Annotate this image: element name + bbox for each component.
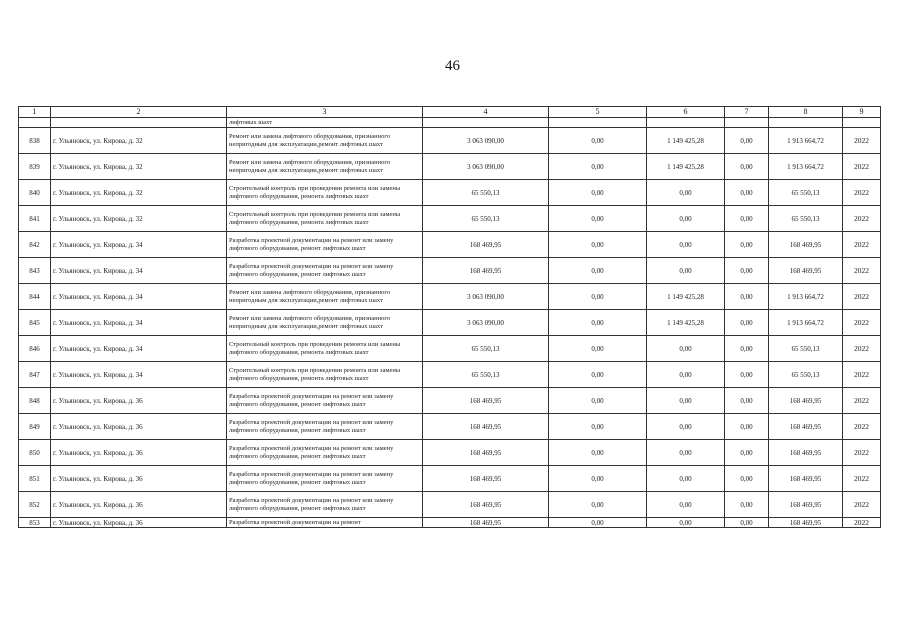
work-type-cell: Ремонт или замена лифтового оборудования, признанного непригодным для эксплуатации,ремонт лифтовых шахт bbox=[227, 128, 423, 154]
total-cost-cell: 65 550,13 bbox=[423, 180, 549, 206]
address-cell: г. Ульяновск, ул. Кирова, д. 36 bbox=[51, 388, 227, 414]
address-cell: г. Ульяновск, ул. Кирова, д. 34 bbox=[51, 362, 227, 388]
work-type-cell: Разработка проектной документации на ремонт bbox=[227, 518, 423, 528]
cost-col8-cell: 168 469,95 bbox=[769, 440, 843, 466]
cost-col6-cell: 0,00 bbox=[647, 518, 725, 528]
cost-col6-cell: 0,00 bbox=[647, 180, 725, 206]
row-number: 839 bbox=[19, 154, 51, 180]
total-cost-cell: 3 063 090,00 bbox=[423, 154, 549, 180]
cost-col6-cell: 0,00 bbox=[647, 336, 725, 362]
cost-col8-cell: 1 913 664,72 bbox=[769, 154, 843, 180]
column-header: 4 bbox=[423, 107, 549, 118]
header-row bbox=[19, 107, 881, 118]
cost-col7-cell: 0,00 bbox=[725, 440, 769, 466]
column-header: 6 bbox=[647, 107, 725, 118]
cost-col6-cell: 0,00 bbox=[647, 414, 725, 440]
table-row bbox=[19, 336, 881, 362]
year-cell: 2022 bbox=[843, 206, 881, 232]
work-type-cell: Строительный контроль при проведении ремонта или замены лифтового оборудования, ремонта лифтовых шахт bbox=[227, 206, 423, 232]
row-number: 853 bbox=[19, 518, 51, 528]
total-cost-cell: 168 469,95 bbox=[423, 258, 549, 284]
address-cell: г. Ульяновск, ул. Кирова, д. 36 bbox=[51, 492, 227, 518]
cost-col8-cell: 1 913 664,72 bbox=[769, 128, 843, 154]
year-cell: 2022 bbox=[843, 388, 881, 414]
year-cell: 2022 bbox=[843, 128, 881, 154]
cost-col5-cell: 0,00 bbox=[549, 362, 647, 388]
year-cell: 2022 bbox=[843, 518, 881, 528]
cost-col5-cell: 0,00 bbox=[549, 180, 647, 206]
cost-col6-cell: 0,00 bbox=[647, 492, 725, 518]
total-cost-cell: 168 469,95 bbox=[423, 518, 549, 528]
address-cell: г. Ульяновск, ул. Кирова, д. 36 bbox=[51, 518, 227, 528]
row-number: 838 bbox=[19, 128, 51, 154]
column-header: 9 bbox=[843, 107, 881, 118]
address-cell: г. Ульяновск, ул. Кирова, д. 36 bbox=[51, 414, 227, 440]
cost-col5-cell: 0,00 bbox=[549, 388, 647, 414]
row-number: 847 bbox=[19, 362, 51, 388]
cost-col8-cell: 168 469,95 bbox=[769, 492, 843, 518]
year-cell: 2022 bbox=[843, 258, 881, 284]
cost-col8-cell: 1 913 664,72 bbox=[769, 310, 843, 336]
table-row bbox=[19, 232, 881, 258]
table-row bbox=[19, 258, 881, 284]
total-cost-cell: 168 469,95 bbox=[423, 388, 549, 414]
cost-col7-cell: 0,00 bbox=[725, 492, 769, 518]
row-number: 852 bbox=[19, 492, 51, 518]
total-cost-cell: 3 063 090,00 bbox=[423, 310, 549, 336]
cost-col5-cell: 0,00 bbox=[549, 310, 647, 336]
year-cell: 2022 bbox=[843, 440, 881, 466]
total-cost-cell: 168 469,95 bbox=[423, 466, 549, 492]
cost-col5-cell: 0,00 bbox=[549, 414, 647, 440]
row-number: 841 bbox=[19, 206, 51, 232]
cost-col6-cell: 0,00 bbox=[647, 258, 725, 284]
cost-col6-cell: 0,00 bbox=[647, 466, 725, 492]
column-header: 2 bbox=[51, 107, 227, 118]
cost-col7-cell: 0,00 bbox=[725, 258, 769, 284]
row-number: 848 bbox=[19, 388, 51, 414]
address-cell: г. Ульяновск, ул. Кирова, д. 34 bbox=[51, 284, 227, 310]
year-cell: 2022 bbox=[843, 336, 881, 362]
cost-col5-cell: 0,00 bbox=[549, 336, 647, 362]
total-cost-cell: 65 550,13 bbox=[423, 362, 549, 388]
work-type-cell: Ремонт или замена лифтового оборудования, признанного непригодным для эксплуатации,ремонт лифтовых шахт bbox=[227, 310, 423, 336]
year-cell: 2022 bbox=[843, 284, 881, 310]
year-cell: 2022 bbox=[843, 154, 881, 180]
work-type-cell: Ремонт или замена лифтового оборудования, признанного непригодным для эксплуатации,ремонт лифтовых шахт bbox=[227, 154, 423, 180]
row-number: 840 bbox=[19, 180, 51, 206]
register-table bbox=[18, 106, 881, 528]
total-cost-cell: 168 469,95 bbox=[423, 414, 549, 440]
table-row bbox=[19, 388, 881, 414]
address-cell: г. Ульяновск, ул. Кирова, д. 34 bbox=[51, 258, 227, 284]
cost-col5-cell: 0,00 bbox=[549, 258, 647, 284]
work-type-cell: Разработка проектной документации на ремонт или замену лифтового оборудования, ремонт лифтовых шахт bbox=[227, 466, 423, 492]
cost-col5-cell: 0,00 bbox=[549, 466, 647, 492]
cost-col8-cell: 1 913 664,72 bbox=[769, 284, 843, 310]
address-cell: г. Ульяновск, ул. Кирова, д. 34 bbox=[51, 336, 227, 362]
cost-col8-cell: 168 469,95 bbox=[769, 388, 843, 414]
cost-col7-cell: 0,00 bbox=[725, 284, 769, 310]
column-header: 7 bbox=[725, 107, 769, 118]
row-number: 843 bbox=[19, 258, 51, 284]
cost-col8-cell: 168 469,95 bbox=[769, 466, 843, 492]
address-cell: г. Ульяновск, ул. Кирова, д. 32 bbox=[51, 154, 227, 180]
cost-col5-cell: 0,00 bbox=[549, 128, 647, 154]
cost-col6-cell: 0,00 bbox=[647, 440, 725, 466]
cost-col8-cell: 168 469,95 bbox=[769, 258, 843, 284]
cost-col8-cell: 65 550,13 bbox=[769, 206, 843, 232]
cost-col7-cell: 0,00 bbox=[725, 466, 769, 492]
year-cell: 2022 bbox=[843, 362, 881, 388]
row-number: 844 bbox=[19, 284, 51, 310]
year-cell: 2022 bbox=[843, 232, 881, 258]
work-type-cell: Разработка проектной документации на ремонт или замену лифтового оборудования, ремонт лифтовых шахт bbox=[227, 258, 423, 284]
cost-col6-cell: 0,00 bbox=[647, 232, 725, 258]
address-cell: г. Ульяновск, ул. Кирова, д. 34 bbox=[51, 310, 227, 336]
row-number: 850 bbox=[19, 440, 51, 466]
cost-col7-cell: 0,00 bbox=[725, 362, 769, 388]
table-row bbox=[19, 128, 881, 154]
work-type-cell: Разработка проектной документации на ремонт или замену лифтового оборудования, ремонт лифтовых шахт bbox=[227, 414, 423, 440]
work-type-cell: Разработка проектной документации на ремонт или замену лифтового оборудования, ремонт лифтовых шахт bbox=[227, 388, 423, 414]
total-cost-cell: 65 550,13 bbox=[423, 336, 549, 362]
table-row bbox=[19, 154, 881, 180]
address-cell: г. Ульяновск, ул. Кирова, д. 36 bbox=[51, 440, 227, 466]
cost-col6-cell: 1 149 425,28 bbox=[647, 310, 725, 336]
cost-col5-cell: 0,00 bbox=[549, 492, 647, 518]
cost-col6-cell: 0,00 bbox=[647, 206, 725, 232]
cost-col8-cell: 65 550,13 bbox=[769, 336, 843, 362]
total-cost-cell: 168 469,95 bbox=[423, 440, 549, 466]
year-cell: 2022 bbox=[843, 414, 881, 440]
table-row bbox=[19, 362, 881, 388]
cost-col6-cell: 1 149 425,28 bbox=[647, 284, 725, 310]
row-number: 845 bbox=[19, 310, 51, 336]
cost-col7-cell: 0,00 bbox=[725, 518, 769, 528]
work-type-cell: Разработка проектной документации на ремонт или замену лифтового оборудования, ремонт лифтовых шахт bbox=[227, 492, 423, 518]
address-cell: г. Ульяновск, ул. Кирова, д. 32 bbox=[51, 206, 227, 232]
table-row bbox=[19, 466, 881, 492]
cost-col7-cell: 0,00 bbox=[725, 206, 769, 232]
cost-col7-cell: 0,00 bbox=[725, 128, 769, 154]
continuation-row bbox=[19, 118, 881, 128]
cost-col6-cell: 1 149 425,28 bbox=[647, 154, 725, 180]
cost-col5-cell: 0,00 bbox=[549, 284, 647, 310]
column-header: 3 bbox=[227, 107, 423, 118]
cost-col5-cell: 0,00 bbox=[549, 206, 647, 232]
address-cell: г. Ульяновск, ул. Кирова, д. 32 bbox=[51, 180, 227, 206]
continuation-text: лифтовых шахт bbox=[227, 118, 423, 128]
total-cost-cell: 3 063 090,00 bbox=[423, 284, 549, 310]
column-header: 8 bbox=[769, 107, 843, 118]
row-number: 846 bbox=[19, 336, 51, 362]
year-cell: 2022 bbox=[843, 180, 881, 206]
cost-col5-cell: 0,00 bbox=[549, 232, 647, 258]
cost-col8-cell: 65 550,13 bbox=[769, 362, 843, 388]
table-row bbox=[19, 518, 881, 528]
total-cost-cell: 168 469,95 bbox=[423, 232, 549, 258]
table-row bbox=[19, 206, 881, 232]
column-header: 1 bbox=[19, 107, 51, 118]
work-type-cell: Ремонт или замена лифтового оборудования, признанного непригодным для эксплуатации,ремонт лифтовых шахт bbox=[227, 284, 423, 310]
cost-col6-cell: 1 149 425,28 bbox=[647, 128, 725, 154]
cost-col8-cell: 65 550,13 bbox=[769, 180, 843, 206]
total-cost-cell: 65 550,13 bbox=[423, 206, 549, 232]
address-cell: г. Ульяновск, ул. Кирова, д. 32 bbox=[51, 128, 227, 154]
table-row bbox=[19, 440, 881, 466]
work-type-cell: Строительный контроль при проведении ремонта или замены лифтового оборудования, ремонта лифтовых шахт bbox=[227, 336, 423, 362]
cost-col7-cell: 0,00 bbox=[725, 388, 769, 414]
table-row bbox=[19, 492, 881, 518]
cost-col5-cell: 0,00 bbox=[549, 518, 647, 528]
cost-col5-cell: 0,00 bbox=[549, 154, 647, 180]
table-row bbox=[19, 310, 881, 336]
cost-col5-cell: 0,00 bbox=[549, 440, 647, 466]
table-row bbox=[19, 284, 881, 310]
cost-col8-cell: 168 469,95 bbox=[769, 518, 843, 528]
cost-col7-cell: 0,00 bbox=[725, 310, 769, 336]
cost-col7-cell: 0,00 bbox=[725, 232, 769, 258]
column-header: 5 bbox=[549, 107, 647, 118]
cost-col8-cell: 168 469,95 bbox=[769, 232, 843, 258]
cost-col7-cell: 0,00 bbox=[725, 180, 769, 206]
work-type-cell: Разработка проектной документации на ремонт или замену лифтового оборудования, ремонт лифтовых шахт bbox=[227, 440, 423, 466]
total-cost-cell: 3 063 090,00 bbox=[423, 128, 549, 154]
year-cell: 2022 bbox=[843, 466, 881, 492]
cost-col6-cell: 0,00 bbox=[647, 362, 725, 388]
table-row bbox=[19, 414, 881, 440]
year-cell: 2022 bbox=[843, 492, 881, 518]
work-type-cell: Разработка проектной документации на ремонт или замену лифтового оборудования, ремонт лифтовых шахт bbox=[227, 232, 423, 258]
row-number: 842 bbox=[19, 232, 51, 258]
table-row bbox=[19, 180, 881, 206]
address-cell: г. Ульяновск, ул. Кирова, д. 34 bbox=[51, 232, 227, 258]
page-number: 46 bbox=[445, 58, 460, 74]
work-type-cell: Строительный контроль при проведении ремонта или замены лифтового оборудования, ремонта лифтовых шахт bbox=[227, 362, 423, 388]
total-cost-cell: 168 469,95 bbox=[423, 492, 549, 518]
work-type-cell: Строительный контроль при проведении ремонта или замены лифтового оборудования, ремонта лифтовых шахт bbox=[227, 180, 423, 206]
address-cell: г. Ульяновск, ул. Кирова, д. 36 bbox=[51, 466, 227, 492]
row-number: 849 bbox=[19, 414, 51, 440]
cost-col7-cell: 0,00 bbox=[725, 336, 769, 362]
cost-col6-cell: 0,00 bbox=[647, 388, 725, 414]
cost-col7-cell: 0,00 bbox=[725, 154, 769, 180]
row-number: 851 bbox=[19, 466, 51, 492]
cost-col7-cell: 0,00 bbox=[725, 414, 769, 440]
year-cell: 2022 bbox=[843, 310, 881, 336]
cost-col8-cell: 168 469,95 bbox=[769, 414, 843, 440]
